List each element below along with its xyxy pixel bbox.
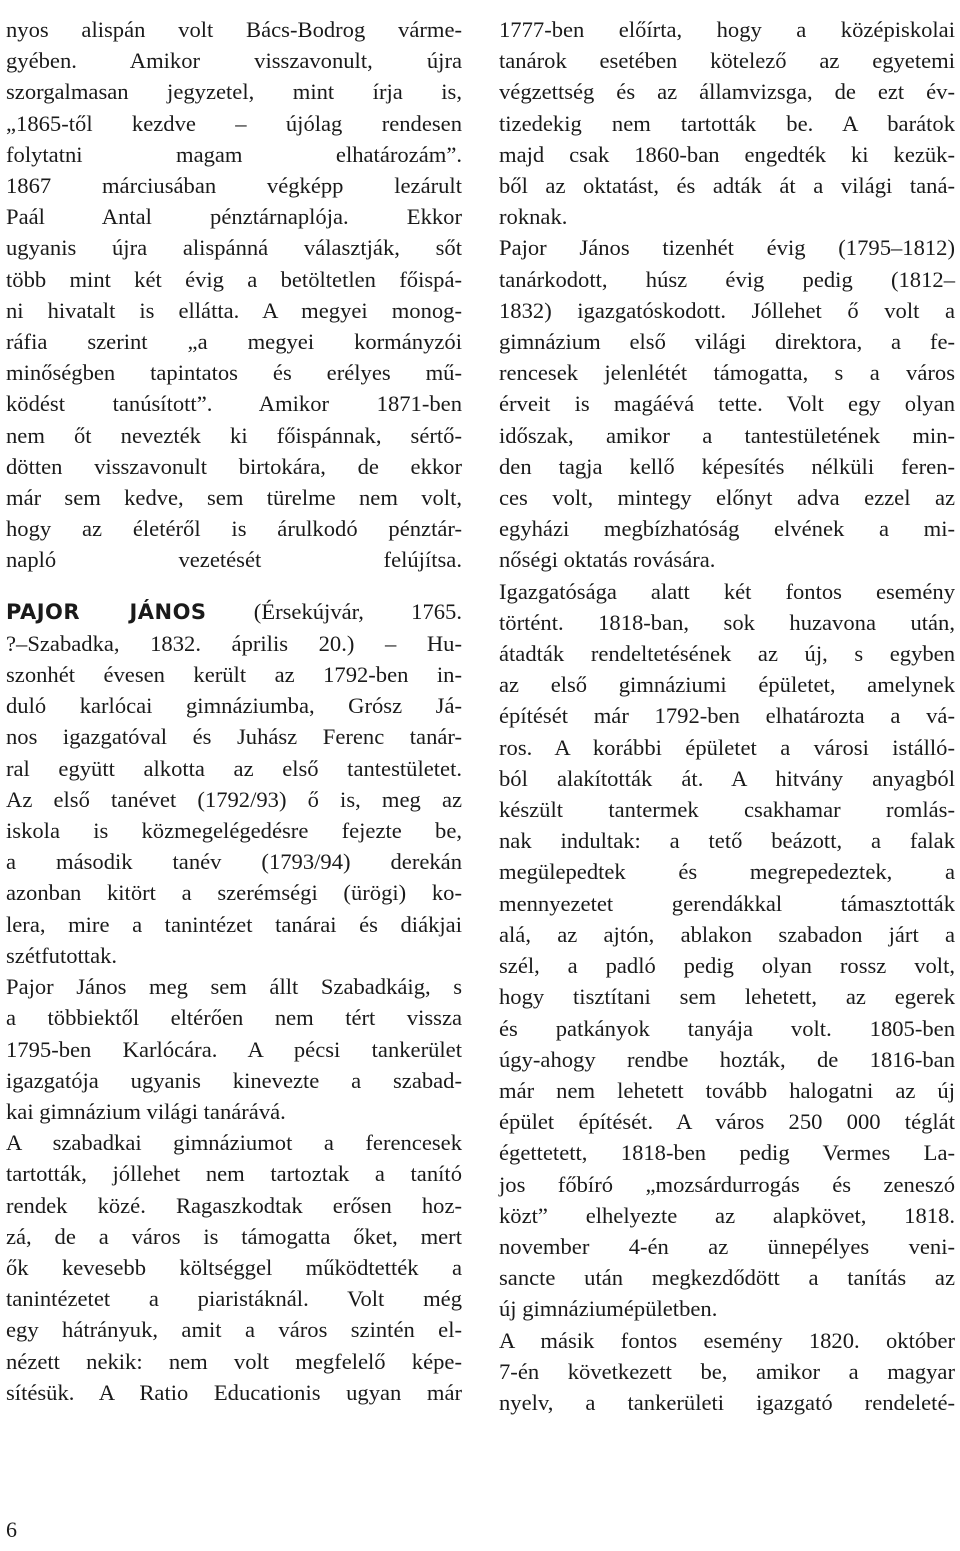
page-number: 6 — [6, 1517, 17, 1542]
text-line: duló karlócai gimnáziumba, Grósz Já- — [6, 693, 462, 719]
text-line: és patkányok tanyája volt. 1805-ben — [499, 1015, 955, 1041]
text-line: úgy-ahogy rendbe hozták, de 1816-ban — [499, 1046, 955, 1072]
text-line: tanintézetet a piaristáknál. Volt még — [6, 1286, 462, 1312]
entry-body — [6, 628, 462, 971]
text-line: nézett nekik: nem volt megfelelő képe- — [6, 1348, 462, 1374]
paragraph-tanarkodott — [499, 232, 955, 575]
text-line: jos főbíró „mozsárdurrogás és zeneszó — [499, 1171, 955, 1197]
text-line: sítésük. A Ratio Educationis ugyan már — [6, 1379, 462, 1405]
text-line: egy hátrányuk, amit a város szintén el- — [6, 1317, 462, 1343]
text-line: 1832) igazgatóskodott. Jóllehet ő volt a — [499, 297, 955, 323]
text-line: épület építését. A város 250 000 téglát — [499, 1109, 955, 1135]
paragraph-spacer — [6, 576, 462, 596]
paragraph-szabadka — [6, 971, 462, 1127]
text-line: Pajor János tizenhét évig (1795–1812) — [499, 235, 955, 261]
entry-heading-line — [6, 596, 462, 628]
text-line: Paál Antal pénztárnaplója. Ekkor — [6, 204, 462, 230]
text-line: szonhét évesen került az 1792-ben in- — [6, 662, 462, 688]
text-line: rencesek jelenlétét támogatta, s a város — [499, 360, 955, 386]
text-line: tizedekig nem tartották be. A barátok — [499, 110, 955, 136]
text-line: ugyanis újra alispánná választják, sőt — [6, 235, 462, 261]
text-line: azonban kitört a szerémségi (ürögi) ko- — [6, 880, 462, 906]
text-line: ből az oktatást, és adták át a világi taná- — [499, 173, 955, 199]
text-line: történt. 1818-ban, sok huzavona után, — [499, 609, 955, 635]
text-line: ők kevesebb költséggel működtették a — [6, 1254, 462, 1280]
text-line: minőségben tapintatos és erélyes mű- — [6, 360, 462, 386]
text-line: gimnázium első világi direktora, a fe- — [499, 329, 955, 355]
text-line: A szabadkai gimnáziumot a ferencesek — [6, 1130, 462, 1156]
text-line: mennyezetet gerendákkal támasztották — [499, 890, 955, 916]
text-line: több mint két évig a betöltetlen főispá- — [6, 266, 462, 292]
text-line: ral együtt alkotta az első tantestületet. — [6, 755, 462, 781]
text-line: Igazgatósága alatt két fontos esemény — [499, 578, 955, 604]
text-line: egyházi megbízhatóság elvének a mi- — [499, 516, 955, 542]
paragraph-igazgatosaga — [499, 576, 955, 1325]
text-line: zá, de a város is támogatta őket, mert — [6, 1223, 462, 1249]
text-line: dötten visszavonult birtokára, de ekkor — [6, 453, 462, 479]
text-line: hogy tisztítani sem lehetett, az egerek — [499, 984, 955, 1010]
text-line: 7-én következett be, amikor a magyar — [499, 1358, 955, 1384]
text-line: napló vezetését felújítsa. — [6, 547, 462, 573]
paragraph-alispan — [6, 14, 462, 576]
text-line: új gimnáziumépületben. — [499, 1296, 718, 1322]
text-line: gyében. Amikor visszavonult, újra — [6, 48, 462, 74]
text-line: lera, mire a tanintézet tanárai és diákjai — [6, 911, 462, 937]
text-line: den tagja kellő képesítés nélküli feren- — [499, 453, 955, 479]
text-line: ces volt, mintegy előnyt adva ezzel az — [499, 485, 955, 511]
text-line: kai gimnázium világi tanárává. — [6, 1098, 286, 1124]
text-line: végzettség és az államvizsga, de ezt év- — [499, 79, 955, 105]
text-line: 1777-ben előírta, hogy a középiskolai — [499, 17, 955, 42]
text-line: már nem lehetett tovább halogatni az új — [499, 1077, 955, 1103]
text-line: tanárok esetében kötelező az egyetemi — [499, 48, 955, 74]
paragraph-ferencesek — [6, 1127, 462, 1408]
entry-heading-name: PAJOR JÁNOS — [6, 599, 207, 624]
text-line: roknak. — [499, 204, 568, 230]
text-line: Pajor János meg sem állt Szabadkáig, s — [6, 974, 462, 1000]
text-line: nos igazgatóval és Juhász Ferenc tanár- — [6, 724, 462, 750]
text-line: igazgatója ugyanis kinevezte a szabad- — [6, 1067, 462, 1093]
text-line: szél, a padló pedig olyan rossz volt, — [499, 953, 955, 979]
text-line: ködést tanúsított”. Amikor 1871-ben — [6, 391, 462, 417]
text-line: 1867 márciusában végképp lezárult — [6, 173, 462, 199]
text-line: „1865-től kezdve – újólag rendesen — [6, 110, 462, 136]
text-line: ráfia szerint „a megyei kormányzói — [6, 329, 462, 355]
text-line: a többiektől eltérően nem tért vissza — [6, 1005, 462, 1031]
text-line: nyos alispán volt Bács-Bodrog várme- — [6, 17, 462, 42]
text-line: rendek közé. Ragaszkodtak erősen hoz- — [6, 1192, 462, 1218]
text-line: alá, az ajtón, ablakon szabadon járt a — [499, 921, 955, 947]
entry-heading-dates: (Érsekújvár, 1765. — [206, 598, 462, 624]
text-line: folytatni magam elhatározám”. — [6, 141, 462, 167]
text-line: szorgalmasan jegyzetel, mint írja is, — [6, 79, 462, 105]
paragraph-pajor-janos — [6, 596, 462, 971]
text-line: időszak, amikor a tantestületének min- — [499, 422, 955, 448]
text-line: átadták rendeltetésének az új, s egyben — [499, 641, 955, 667]
text-line: november 4-én az ünnepélyes veni- — [499, 1233, 955, 1259]
text-line: iskola is közmegelégedésre fejezte be, — [6, 818, 462, 844]
text-line: szétfutottak. — [6, 942, 118, 968]
text-line: hogy az életéről is árulkodó pénztár- — [6, 516, 462, 542]
text-line: ból alakították át. A hitvány anyagból — [499, 765, 955, 791]
text-line: építését már 1792-ben elhatározta a vá- — [499, 703, 955, 729]
text-line: közt” elhelyezte az alapkövet, 1818. — [499, 1202, 955, 1228]
text-line: Az első tanévet (1792/93) ő is, meg az — [6, 786, 462, 812]
text-line: megülepedtek és megrepedeztek, a — [499, 859, 955, 885]
text-line: tartották, jóllehet nem tartoztak a tanító — [6, 1161, 462, 1187]
text-line: a második tanév (1793/94) derekán — [6, 849, 462, 875]
text-line: az első gimnáziumi épületet, amelynek — [499, 672, 955, 698]
text-line: égettetett, 1818-ben pedig Vermes La- — [499, 1140, 955, 1166]
paragraph-masik-esemeny — [499, 1325, 955, 1419]
text-line: nőségi oktatás rovására. — [499, 547, 716, 573]
text-line: ros. A korábbi épületet a városi istálló- — [499, 734, 955, 760]
text-line: már sem kedve, sem türelme nem volt, — [6, 485, 462, 511]
text-line: nak indultak: a tető beázott, a falak — [499, 828, 955, 854]
text-line: nem őt nevezték ki főispánnak, sértő- — [6, 422, 462, 448]
text-line: tanárkodott, húsz évig pedig (1812– — [499, 266, 955, 292]
text-line: ?–Szabadka, 1832. április 20.) – Hu- — [6, 630, 462, 656]
paragraph-ratio-educationis — [499, 14, 955, 232]
text-line: 1795-ben Karlócára. A pécsi tankerület — [6, 1036, 462, 1062]
text-line: A másik fontos esemény 1820. október — [499, 1327, 955, 1353]
text-line: majd csak 1860-ban engedték ki kezük- — [499, 141, 955, 167]
left-column — [6, 14, 462, 1408]
text-line: készült tantermek csakhamar romlás- — [499, 797, 955, 823]
text-line: sancte után megkezdődött a tanítás az — [499, 1265, 955, 1291]
text-line: ni hivatalt is ellátta. A megyei monog- — [6, 297, 462, 323]
text-line: érveit is magáévá tette. Volt egy olyan — [499, 391, 955, 417]
right-column — [499, 14, 955, 1418]
text-line: nyelv, a tankerületi igazgató rendeleté- — [499, 1389, 955, 1415]
